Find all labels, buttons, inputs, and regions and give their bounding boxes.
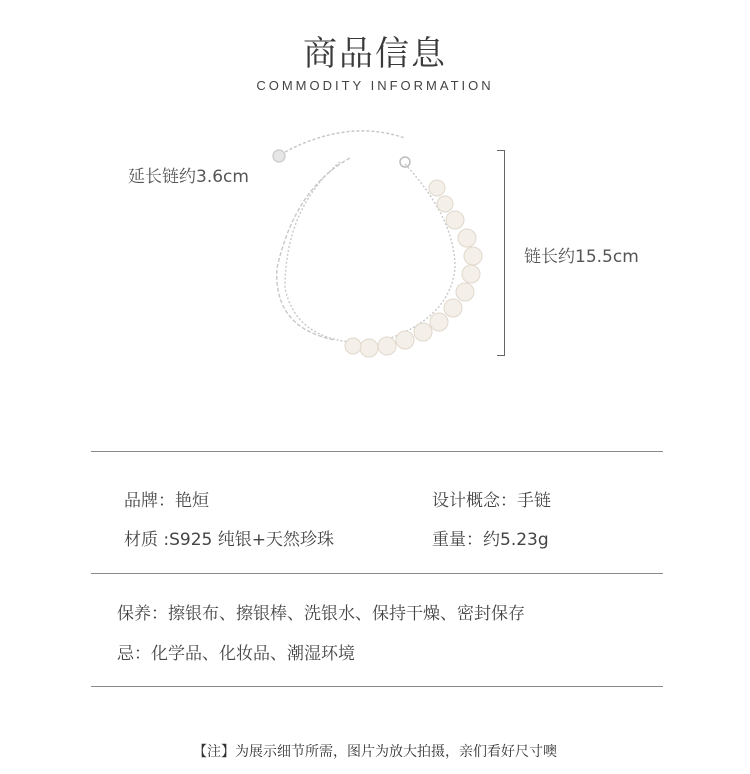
divider-bottom [91, 686, 663, 687]
spec-weight: 重量：约5.23g [432, 530, 549, 550]
pendant-drop [273, 150, 285, 162]
bracelet-image [255, 118, 495, 378]
care-maintain: 保养：擦银布、擦银棒、洗银水、保持干燥、密封保存 [117, 604, 525, 624]
pearl-strand [345, 180, 482, 357]
chain-length-label: 链长约15.5cm [524, 247, 639, 267]
extension-chain [273, 131, 405, 162]
main-chains [277, 158, 455, 342]
extension-length-label: 延长链约3.6cm [128, 167, 249, 187]
spec-concept: 设计概念：手链 [432, 491, 551, 511]
spec-material: 材质 :S925 纯银+天然珍珠 [124, 530, 335, 550]
page-subtitle: COMMODITY INFORMATION [256, 78, 494, 93]
divider-top [91, 451, 663, 452]
clasp-ring [400, 157, 410, 167]
footer-note: 【注】为展示细节所需，图片为放大拍摄，亲们看好尺寸噢 [193, 744, 557, 760]
care-avoid: 忌：化学品、化妆品、潮湿环境 [117, 644, 355, 664]
spec-brand: 品牌：艳烜 [124, 491, 209, 511]
page-title: 商品信息 [303, 34, 447, 74]
divider-middle [91, 573, 663, 574]
length-bracket [497, 150, 505, 356]
